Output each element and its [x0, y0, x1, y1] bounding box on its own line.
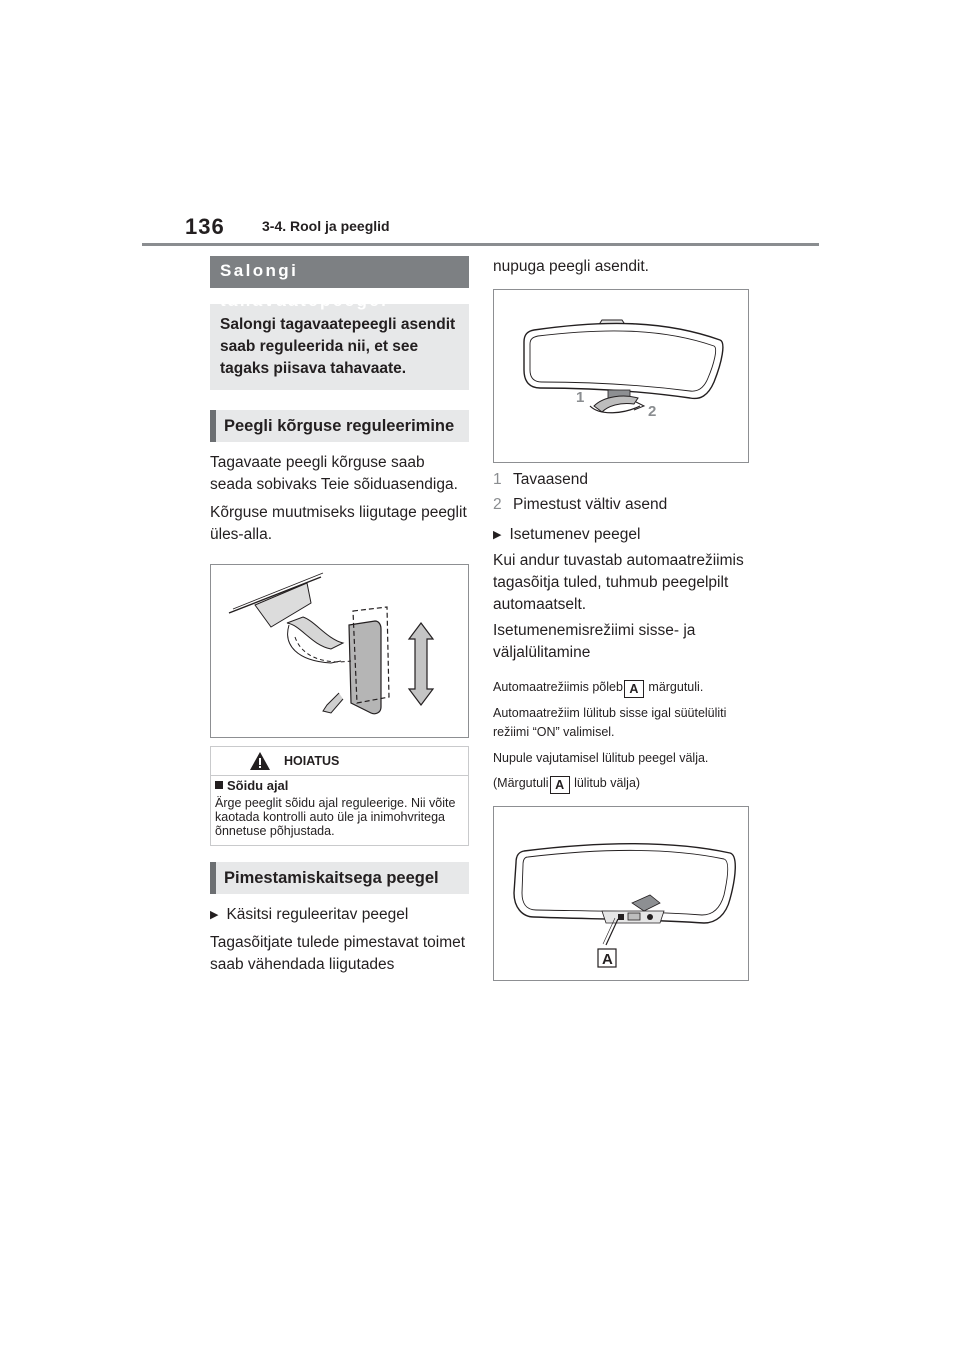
- figure-label-a: A: [602, 951, 613, 968]
- auto-mirror-label: Isetumenev peegel: [509, 526, 641, 543]
- height-adjust-figure: [210, 564, 469, 738]
- warning-title: HOIATUS: [284, 754, 340, 768]
- left-column: [210, 256, 469, 976]
- manual-mirror-figure: [493, 289, 749, 463]
- triangle-bullet-icon: ▶: [210, 909, 219, 921]
- button-off-text: Nupule vajutamisel lülitub peegel välja.: [493, 751, 709, 765]
- indicator-off-line: [493, 774, 749, 794]
- intro-box: Salongi tagavaatepeegli asendit saab reguleerida nii, et see tagaks piisava tahavaate.: [210, 304, 469, 390]
- height-adjust-heading: Peegli kõrguse reguleerimine: [210, 410, 469, 442]
- height-paragraph-2: Kõrguse muutmiseks liigutage peeglit üles-alla.: [210, 504, 467, 543]
- auto-mirror-row: [493, 524, 749, 546]
- indicator-on-line: [493, 678, 749, 698]
- indicator-off-text: (Märgutuli: [493, 776, 549, 790]
- warning-header: [211, 747, 468, 776]
- warning-body: [211, 776, 468, 845]
- page-number: 136: [185, 214, 225, 239]
- auto-paragraph: Kui andur tuvastab automaatrežiimis tagasõitja tuled, tuhmub peegelpilt automaatselt.: [493, 552, 744, 613]
- auto-mirror-illustration: [494, 807, 748, 980]
- legend-number: 2: [493, 496, 502, 513]
- indicator-label-a: A: [624, 680, 644, 698]
- auto-mode-text: Automaatrežiim lülitub sisse igal süütelüliti režiimi “ON” valimisel.: [493, 706, 727, 739]
- warning-subheading-row: [215, 779, 464, 793]
- warning-text: Ärge peeglit sõidu ajal reguleerige. Nii võite kaotada kontrolli auto üle ja inimohvritega õnnetuse põhjustada.: [215, 796, 456, 838]
- chapter-title: 3-4. Rool ja peeglid: [262, 218, 390, 234]
- manual-mirror-row: [210, 904, 469, 926]
- section-title: Salongi tahavaatepeegel: [210, 256, 469, 288]
- indicator-on-text-end: märgutuli.: [648, 680, 704, 694]
- indicator-off-text-end: lülitub välja): [574, 776, 641, 790]
- legend-item: [493, 494, 749, 516]
- manual-paragraph-continued: nupuga peegli asendit.: [493, 258, 649, 275]
- legend-number: 1: [493, 471, 502, 488]
- legend-text: Pimestust vältiv asend: [513, 496, 668, 513]
- legend-item: [493, 469, 749, 491]
- indicator-on-text: Automaatrežiimis põleb: [493, 680, 623, 694]
- auto-mirror-figure: [493, 806, 749, 981]
- warning-triangle-icon: [249, 751, 271, 771]
- square-bullet-icon: [215, 781, 223, 789]
- header-divider: [142, 243, 819, 246]
- indicator-label-a: A: [550, 776, 570, 794]
- legend-list: [493, 469, 749, 516]
- anti-glare-heading: Pimestamiskaitsega peegel: [210, 862, 469, 894]
- manual-paragraph: Tagasõitjate tulede pimestavat toimet saab vähendada liigutades: [210, 934, 466, 973]
- legend-text: Tavaasend: [513, 471, 588, 488]
- warning-box: [210, 746, 469, 846]
- toggle-heading: Isetumenemisrežiimi sisse- ja väljalülitamine: [493, 622, 696, 661]
- figure-label-1: 1: [576, 389, 585, 406]
- figure-label-2: 2: [648, 403, 657, 420]
- warning-subheading: Sõidu ajal: [227, 778, 289, 793]
- height-paragraph-1: Tagavaate peegli kõrguse saab seada sobivaks Teie sõiduasendiga.: [210, 454, 458, 493]
- mirror-height-illustration: [211, 565, 468, 737]
- manual-mirror-illustration: [494, 290, 748, 462]
- right-column: [493, 256, 749, 981]
- manual-mirror-label: Käsitsi reguleeritav peegel: [226, 906, 409, 923]
- triangle-bullet-icon: ▶: [493, 529, 502, 541]
